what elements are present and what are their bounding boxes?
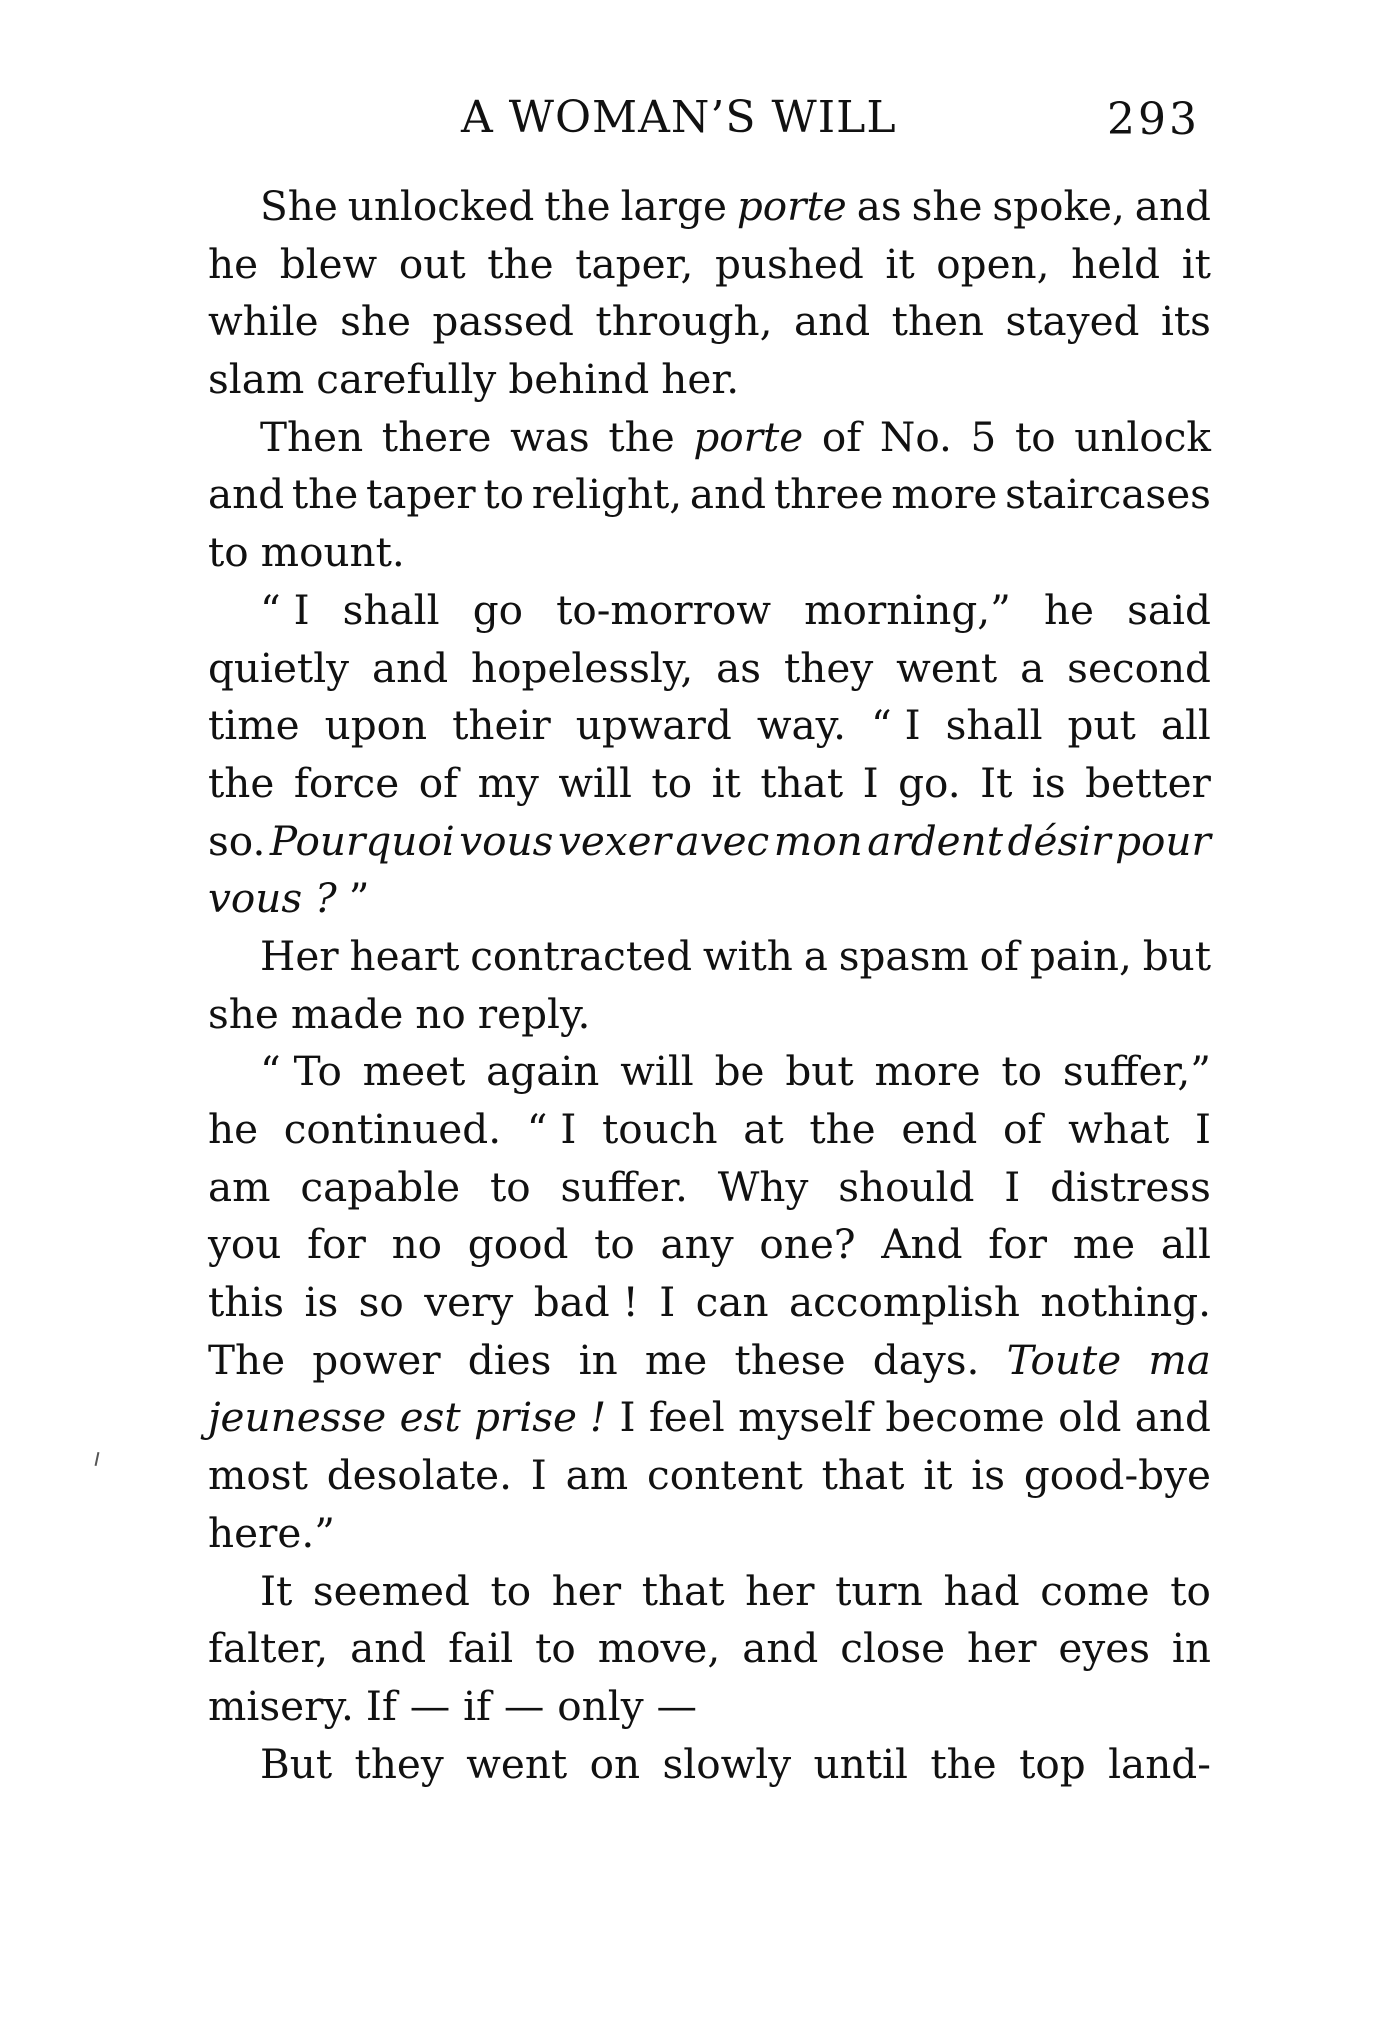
word: this [208, 1278, 285, 1327]
page-number: 293 [1107, 94, 1200, 145]
word: to [1014, 412, 1056, 461]
word: If — if — only — [365, 1681, 697, 1730]
word: I [862, 758, 879, 807]
text-line [208, 755, 1211, 813]
word: désir [1007, 816, 1111, 865]
word: in [578, 1335, 618, 1384]
word: me [644, 1335, 708, 1384]
word: vexer [557, 816, 671, 865]
word: is [1031, 758, 1066, 807]
word: I [1004, 1162, 1021, 1211]
word: said [1127, 585, 1211, 634]
word: nothing. [1040, 1278, 1211, 1327]
word: land- [1108, 1739, 1211, 1788]
word: was [510, 412, 590, 461]
word: but [1142, 931, 1211, 980]
text-line [208, 1563, 1211, 1621]
word: to [490, 1162, 531, 1211]
word: and [371, 643, 449, 692]
word: large [620, 182, 727, 230]
word: contracted [470, 931, 692, 980]
word: 5 [970, 412, 997, 461]
word: the [809, 1105, 876, 1153]
word: way. [756, 701, 847, 750]
word: their [452, 701, 551, 750]
word: she [911, 182, 983, 230]
word: hopelessly, [471, 643, 694, 692]
word: passed [432, 297, 574, 346]
word: spoke, [992, 182, 1125, 230]
word: as [856, 182, 902, 230]
word: meet [362, 1047, 466, 1096]
word: so. [208, 816, 266, 865]
word: second [1067, 643, 1211, 692]
word: for [988, 1220, 1048, 1269]
word: and [793, 297, 871, 346]
word: Her [260, 931, 339, 980]
word: to-morrow [556, 585, 771, 634]
text-line [208, 524, 1211, 582]
word: bad ! [533, 1278, 639, 1327]
word: to [1170, 1566, 1211, 1615]
word: But [260, 1739, 333, 1788]
word: at [743, 1105, 784, 1153]
word: and [689, 470, 767, 519]
word: avec [675, 816, 770, 865]
word: become [885, 1393, 1045, 1442]
word: I [1194, 1105, 1211, 1153]
word: until [813, 1739, 908, 1788]
word: he [208, 1105, 259, 1153]
word: here.” [208, 1508, 335, 1557]
word: turn [835, 1566, 923, 1615]
word: but [785, 1047, 854, 1096]
word: to [208, 528, 249, 577]
word: again [486, 1047, 600, 1096]
word: he [1043, 585, 1095, 634]
word: is [304, 1278, 339, 1327]
word: that [641, 1566, 725, 1615]
word: and [1134, 1393, 1211, 1442]
word: her [967, 1624, 1037, 1673]
word: est [399, 1393, 461, 1442]
word: suffer,” [1062, 1047, 1211, 1096]
word: Then [260, 412, 364, 461]
text-line [208, 1274, 1211, 1332]
word: Pourquoi [269, 816, 455, 865]
word: seemed [312, 1566, 470, 1615]
word: I [619, 1393, 636, 1442]
body-text [208, 178, 1211, 1793]
word: it [885, 239, 915, 288]
word: very [424, 1278, 514, 1327]
text-line [208, 293, 1211, 351]
word: it [1181, 239, 1211, 288]
word: pour [1115, 816, 1211, 865]
word: of [979, 931, 1019, 980]
word: No. [879, 412, 952, 461]
text-line [208, 351, 1211, 409]
running-title: A WOMAN’S WILL [461, 92, 897, 143]
word: will [558, 758, 632, 807]
word: went [896, 643, 998, 692]
word: capable [300, 1162, 461, 1211]
word: can [695, 1278, 769, 1327]
word: close [840, 1624, 946, 1673]
word: good-bye [1023, 1451, 1211, 1500]
word: staircases [1005, 470, 1211, 519]
word: had [943, 1566, 1020, 1615]
word: any [660, 1220, 734, 1269]
word: a [1020, 643, 1045, 692]
word: its [1160, 297, 1211, 346]
word: Why [717, 1162, 809, 1211]
word: there [381, 412, 492, 461]
text-line [208, 1505, 1211, 1563]
word: he [208, 239, 259, 288]
word: the [608, 412, 675, 461]
word: The [208, 1335, 286, 1384]
word: and [1134, 182, 1211, 230]
word: and [742, 1624, 819, 1673]
word: you [208, 1220, 282, 1269]
word: it [711, 758, 741, 807]
word: the [930, 1739, 997, 1788]
word: they [784, 643, 874, 692]
text-line [208, 928, 1211, 986]
word: “ I [260, 585, 310, 634]
text-line [208, 697, 1211, 755]
word: will [620, 1047, 694, 1096]
word: made [290, 989, 404, 1038]
word: She [260, 182, 338, 230]
text-line [208, 1389, 1211, 1447]
word: blew [279, 239, 378, 288]
word: And [881, 1220, 963, 1269]
word: with [702, 931, 793, 980]
text-line [208, 1332, 1211, 1390]
text-line [208, 178, 1211, 236]
word: upward [575, 701, 732, 750]
word: slowly [662, 1739, 792, 1788]
word: pushed [714, 239, 864, 288]
word: one? [759, 1220, 856, 1269]
word: to [1001, 1047, 1043, 1096]
word: then [891, 297, 985, 346]
word: more [891, 470, 998, 519]
word: her. [661, 355, 740, 404]
word: am [565, 1451, 629, 1500]
word: so [358, 1278, 404, 1327]
text-line [208, 1447, 1211, 1505]
word: as [716, 643, 762, 692]
word: should [838, 1162, 975, 1211]
word: most [208, 1451, 308, 1500]
word: end [901, 1105, 978, 1153]
word: taper, [575, 239, 694, 288]
word: myself [738, 1393, 873, 1442]
word: in [1171, 1624, 1211, 1673]
word: stayed [1005, 297, 1140, 346]
word: put [1067, 701, 1136, 750]
word: ma [1148, 1335, 1211, 1384]
word: of [821, 412, 862, 461]
word: her [551, 1566, 622, 1615]
word: touch [602, 1105, 718, 1153]
text-line [208, 1620, 1211, 1678]
margin-mark [95, 1452, 100, 1466]
word: move, [597, 1624, 721, 1673]
word: porte [693, 412, 804, 461]
word: to [651, 758, 693, 807]
word: good [467, 1220, 569, 1269]
word: her [745, 1566, 815, 1615]
word: no [391, 1220, 443, 1269]
word: suffer. [560, 1162, 688, 1211]
text-line [208, 1159, 1211, 1217]
word: content [647, 1451, 803, 1500]
word: spasm [838, 931, 969, 980]
word: porte [736, 182, 847, 230]
word: desolate. [326, 1451, 512, 1500]
word: that [760, 758, 844, 807]
text-line [208, 640, 1211, 698]
word: the [544, 182, 611, 230]
word: of [1003, 1105, 1043, 1153]
word: they [354, 1739, 444, 1788]
word: falter, [208, 1624, 329, 1673]
word: is [971, 1451, 1006, 1500]
word: quietly [208, 643, 350, 692]
word: morning,” [804, 585, 1011, 634]
word: upon [324, 701, 428, 750]
word: on [589, 1739, 641, 1788]
text-line [208, 466, 1211, 524]
text-line [208, 813, 1211, 871]
word: “ To [260, 1047, 342, 1096]
word: days. [872, 1335, 980, 1384]
word: come [1040, 1566, 1150, 1615]
word: to [594, 1220, 635, 1269]
word: ardent [867, 816, 1003, 865]
word: I [659, 1278, 676, 1327]
word: fail [448, 1624, 514, 1673]
word: and [350, 1624, 427, 1673]
word: she [208, 989, 279, 1038]
word: these [734, 1335, 846, 1384]
word: ” [348, 874, 370, 923]
word: more [874, 1047, 981, 1096]
word: force [293, 758, 400, 807]
word: what [1068, 1105, 1170, 1153]
word: am [208, 1162, 271, 1211]
word: the [487, 239, 554, 288]
word: prise ! [473, 1393, 607, 1442]
word: to [490, 1566, 532, 1615]
word: no [415, 989, 466, 1038]
word: mount. [260, 528, 405, 577]
word: continued. [283, 1105, 502, 1153]
word: I [530, 1451, 547, 1500]
text-line [208, 870, 1211, 928]
word: jeunesse [208, 1393, 387, 1442]
word: my [477, 758, 539, 807]
text-line [208, 986, 1211, 1044]
page-header [210, 92, 1210, 152]
word: accomplish [788, 1278, 1020, 1327]
word: misery. [208, 1681, 354, 1730]
word: reply. [477, 989, 591, 1038]
word: while [208, 297, 319, 346]
word: “ I [871, 701, 921, 750]
word: heart [349, 931, 460, 980]
word: vous [459, 816, 554, 865]
word: dies [467, 1335, 552, 1384]
word: held [1071, 239, 1161, 288]
word: to [535, 1624, 576, 1673]
word: of [418, 758, 459, 807]
word: It [980, 758, 1013, 807]
word: feel [648, 1393, 725, 1442]
word: and [208, 470, 285, 519]
word: went [466, 1739, 568, 1788]
word: the [291, 470, 359, 519]
word: all [1160, 701, 1211, 750]
word: go [472, 585, 523, 634]
word: open, [936, 239, 1050, 288]
word: old [1058, 1393, 1122, 1442]
word: unlock [1074, 412, 1211, 461]
word: be [714, 1047, 765, 1096]
text-line [208, 1216, 1211, 1274]
word: she [340, 297, 411, 346]
word: “ I [526, 1105, 577, 1153]
word: power [312, 1335, 441, 1384]
word: It [260, 1566, 293, 1615]
word: Toute [1006, 1335, 1122, 1384]
word: three [773, 470, 884, 519]
word: that [821, 1451, 905, 1500]
text-line [208, 236, 1211, 294]
word: the [208, 758, 275, 807]
text-line [208, 1678, 1211, 1736]
word: top [1019, 1739, 1086, 1788]
word: for [307, 1220, 366, 1269]
word: a [803, 931, 828, 980]
word: me [1072, 1220, 1136, 1269]
text-line [208, 582, 1211, 640]
word: shall [945, 701, 1043, 750]
text-line [208, 1101, 1211, 1159]
word: relight, [531, 470, 683, 519]
word: slam [208, 355, 305, 404]
text-line [208, 409, 1211, 467]
word: all [1160, 1220, 1211, 1269]
word: taper [365, 470, 476, 519]
word: through, [595, 297, 773, 346]
word: shall [342, 585, 440, 634]
word: behind [508, 355, 650, 404]
word: to [483, 470, 525, 519]
text-line [208, 1736, 1211, 1794]
word: out [398, 239, 466, 288]
word: go. [898, 758, 961, 807]
word: vous ? [208, 874, 337, 923]
text-line [208, 1043, 1211, 1101]
word: pain, [1029, 931, 1132, 980]
word: better [1085, 758, 1211, 807]
word: mon [773, 816, 863, 865]
word: it [923, 1451, 953, 1500]
word: time [208, 701, 300, 750]
word: distress [1050, 1162, 1211, 1211]
word: unlocked [347, 182, 535, 230]
word: eyes [1058, 1624, 1150, 1673]
word: carefully [316, 355, 497, 404]
